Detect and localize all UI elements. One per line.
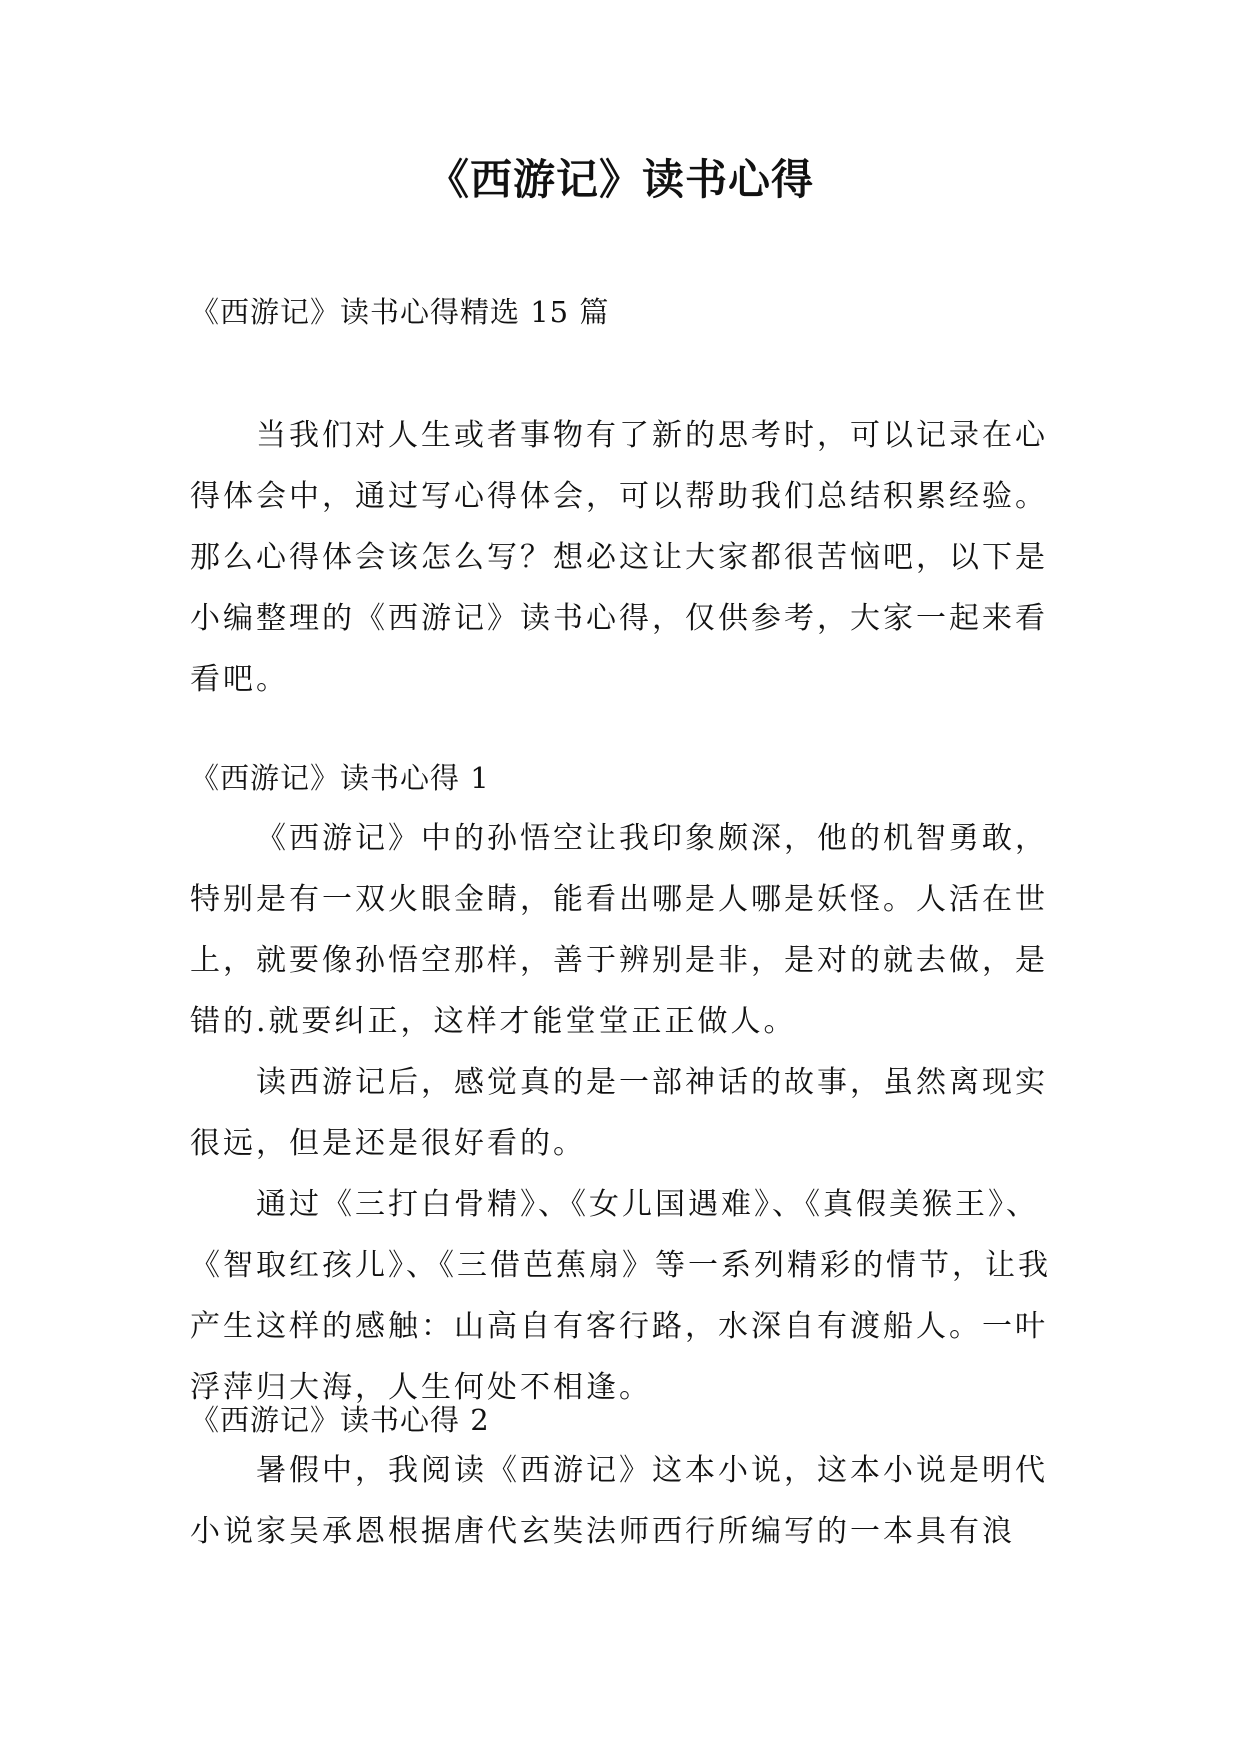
section-1-paragraph-3: 通过《三打白骨精》、《女儿国遇难》、《真假美猴王》、《智取红孩儿》、《三借芭蕉扇》等一系列精彩的情节，让我产生这样的感触：山高自有客行路，水深自有渡船人。一叶浮萍归大海，人生何处不相逢。 xyxy=(190,1187,1051,1405)
intro-paragraph-block xyxy=(190,405,1070,710)
section-heading-1: 《西游记》读书心得 1 xyxy=(190,761,490,795)
section-1-body xyxy=(190,808,1070,1418)
intro-paragraph: 当我们对人生或者事物有了新的思考时，可以记录在心得体会中，通过写心得体会，可以帮助我们总结积累经验。那么心得体会该怎么写？想必这让大家都很苦恼吧，以下是小编整理的《西游记》读书心得，仅供参考，大家一起来看看吧。 xyxy=(190,418,1048,697)
document-subtitle: 《西游记》读书心得精选 15 篇 xyxy=(190,295,610,329)
section-2-body xyxy=(190,1440,1070,1562)
section-heading-2: 《西游记》读书心得 2 xyxy=(190,1403,490,1437)
section-1-paragraph-1: 《西游记》中的孙悟空让我印象颇深，他的机智勇敢，特别是有一双火眼金睛，能看出哪是人哪是妖怪。人活在世上，就要像孙悟空那样，善于辨别是非，是对的就去做，是错的.就要纠正，这样才能堂堂正正做人。 xyxy=(190,821,1048,1039)
document-title: 《西游记》读书心得 xyxy=(426,155,814,204)
section-1-paragraph-2: 读西游记后，感觉真的是一部神话的故事，虽然离现实很远，但是还是很好看的。 xyxy=(190,1065,1048,1161)
section-2-paragraph-1: 暑假中，我阅读《西游记》这本小说，这本小说是明代小说家吴承恩根据唐代玄奘法师西行所编写的一本具有浪 xyxy=(190,1453,1048,1549)
